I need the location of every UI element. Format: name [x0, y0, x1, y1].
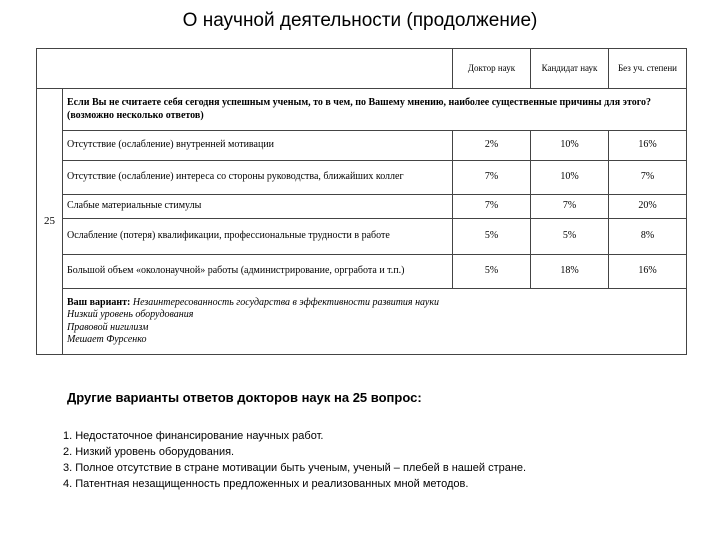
other-answers-list — [63, 428, 526, 492]
own-variant-label: Ваш вариант: — [67, 296, 131, 308]
table-row — [37, 131, 687, 161]
list-item: 4. Патентная незащищенность предложенных и реализованных мной методов. — [63, 478, 469, 490]
value-no-degree: 7% — [609, 161, 687, 195]
question-number: 25 — [37, 89, 63, 355]
header-candidate: Кандидат наук — [531, 49, 609, 89]
option-text: Большой объем «околонаучной» работы (администрирование, оргработа и т.п.) — [63, 255, 453, 289]
own-variant-cell — [63, 289, 687, 355]
value-candidate: 7% — [531, 195, 609, 219]
value-doctor: 7% — [453, 161, 531, 195]
value-candidate: 10% — [531, 161, 609, 195]
header-doctor: Доктор наук — [453, 49, 531, 89]
list-item: 2. Низкий уровень оборудования. — [63, 446, 235, 458]
value-no-degree: 16% — [609, 255, 687, 289]
own-variant-row — [37, 289, 687, 355]
value-doctor: 7% — [453, 195, 531, 219]
header-no-degree: Без уч. степени — [609, 49, 687, 89]
value-candidate: 10% — [531, 131, 609, 161]
question-text: Если Вы не считаете себя сегодня успешным ученым, то в чем, по Вашему мнению, наиболее существенные причины для этого? (возможно несколько ответов) — [63, 89, 687, 131]
value-no-degree: 20% — [609, 195, 687, 219]
value-candidate: 18% — [531, 255, 609, 289]
other-answers-title: Другие варианты ответов докторов наук на 25 вопрос: — [67, 390, 422, 405]
own-variant-item: Правовой нигилизм — [67, 321, 149, 333]
header-empty-cell — [37, 49, 453, 89]
option-text: Слабые материальные стимулы — [63, 195, 453, 219]
list-item: 1. Недостаточное финансирование научных работ. — [63, 430, 324, 442]
table-header-row — [37, 49, 687, 89]
value-doctor: 5% — [453, 255, 531, 289]
table-row — [37, 195, 687, 219]
value-candidate: 5% — [531, 219, 609, 255]
option-text: Ослабление (потеря) квалификации, профессиональные трудности в работе — [63, 219, 453, 255]
value-doctor: 2% — [453, 131, 531, 161]
question-row — [37, 89, 687, 131]
value-no-degree: 16% — [609, 131, 687, 161]
value-doctor: 5% — [453, 219, 531, 255]
option-text: Отсутствие (ослабление) интереса со стороны руководства, ближайших коллег — [63, 161, 453, 195]
own-variant-item: Незаинтересованность государства в эффективности развития науки — [132, 296, 440, 308]
table-row — [37, 255, 687, 289]
own-variant-item: Низкий уровень оборудования — [67, 309, 194, 320]
value-no-degree: 8% — [609, 219, 687, 255]
own-variant-item: Мешает Фурсенко — [67, 334, 147, 345]
table-row — [37, 161, 687, 195]
survey-table — [36, 48, 687, 355]
list-item: 3. Полное отсутствие в стране мотивации быть ученым, ученый – плебей в нашей стране. — [63, 462, 527, 474]
table-row — [37, 219, 687, 255]
option-text: Отсутствие (ослабление) внутренней мотивации — [63, 131, 453, 161]
page-title: О научной деятельности (продолжение) — [182, 10, 538, 31]
